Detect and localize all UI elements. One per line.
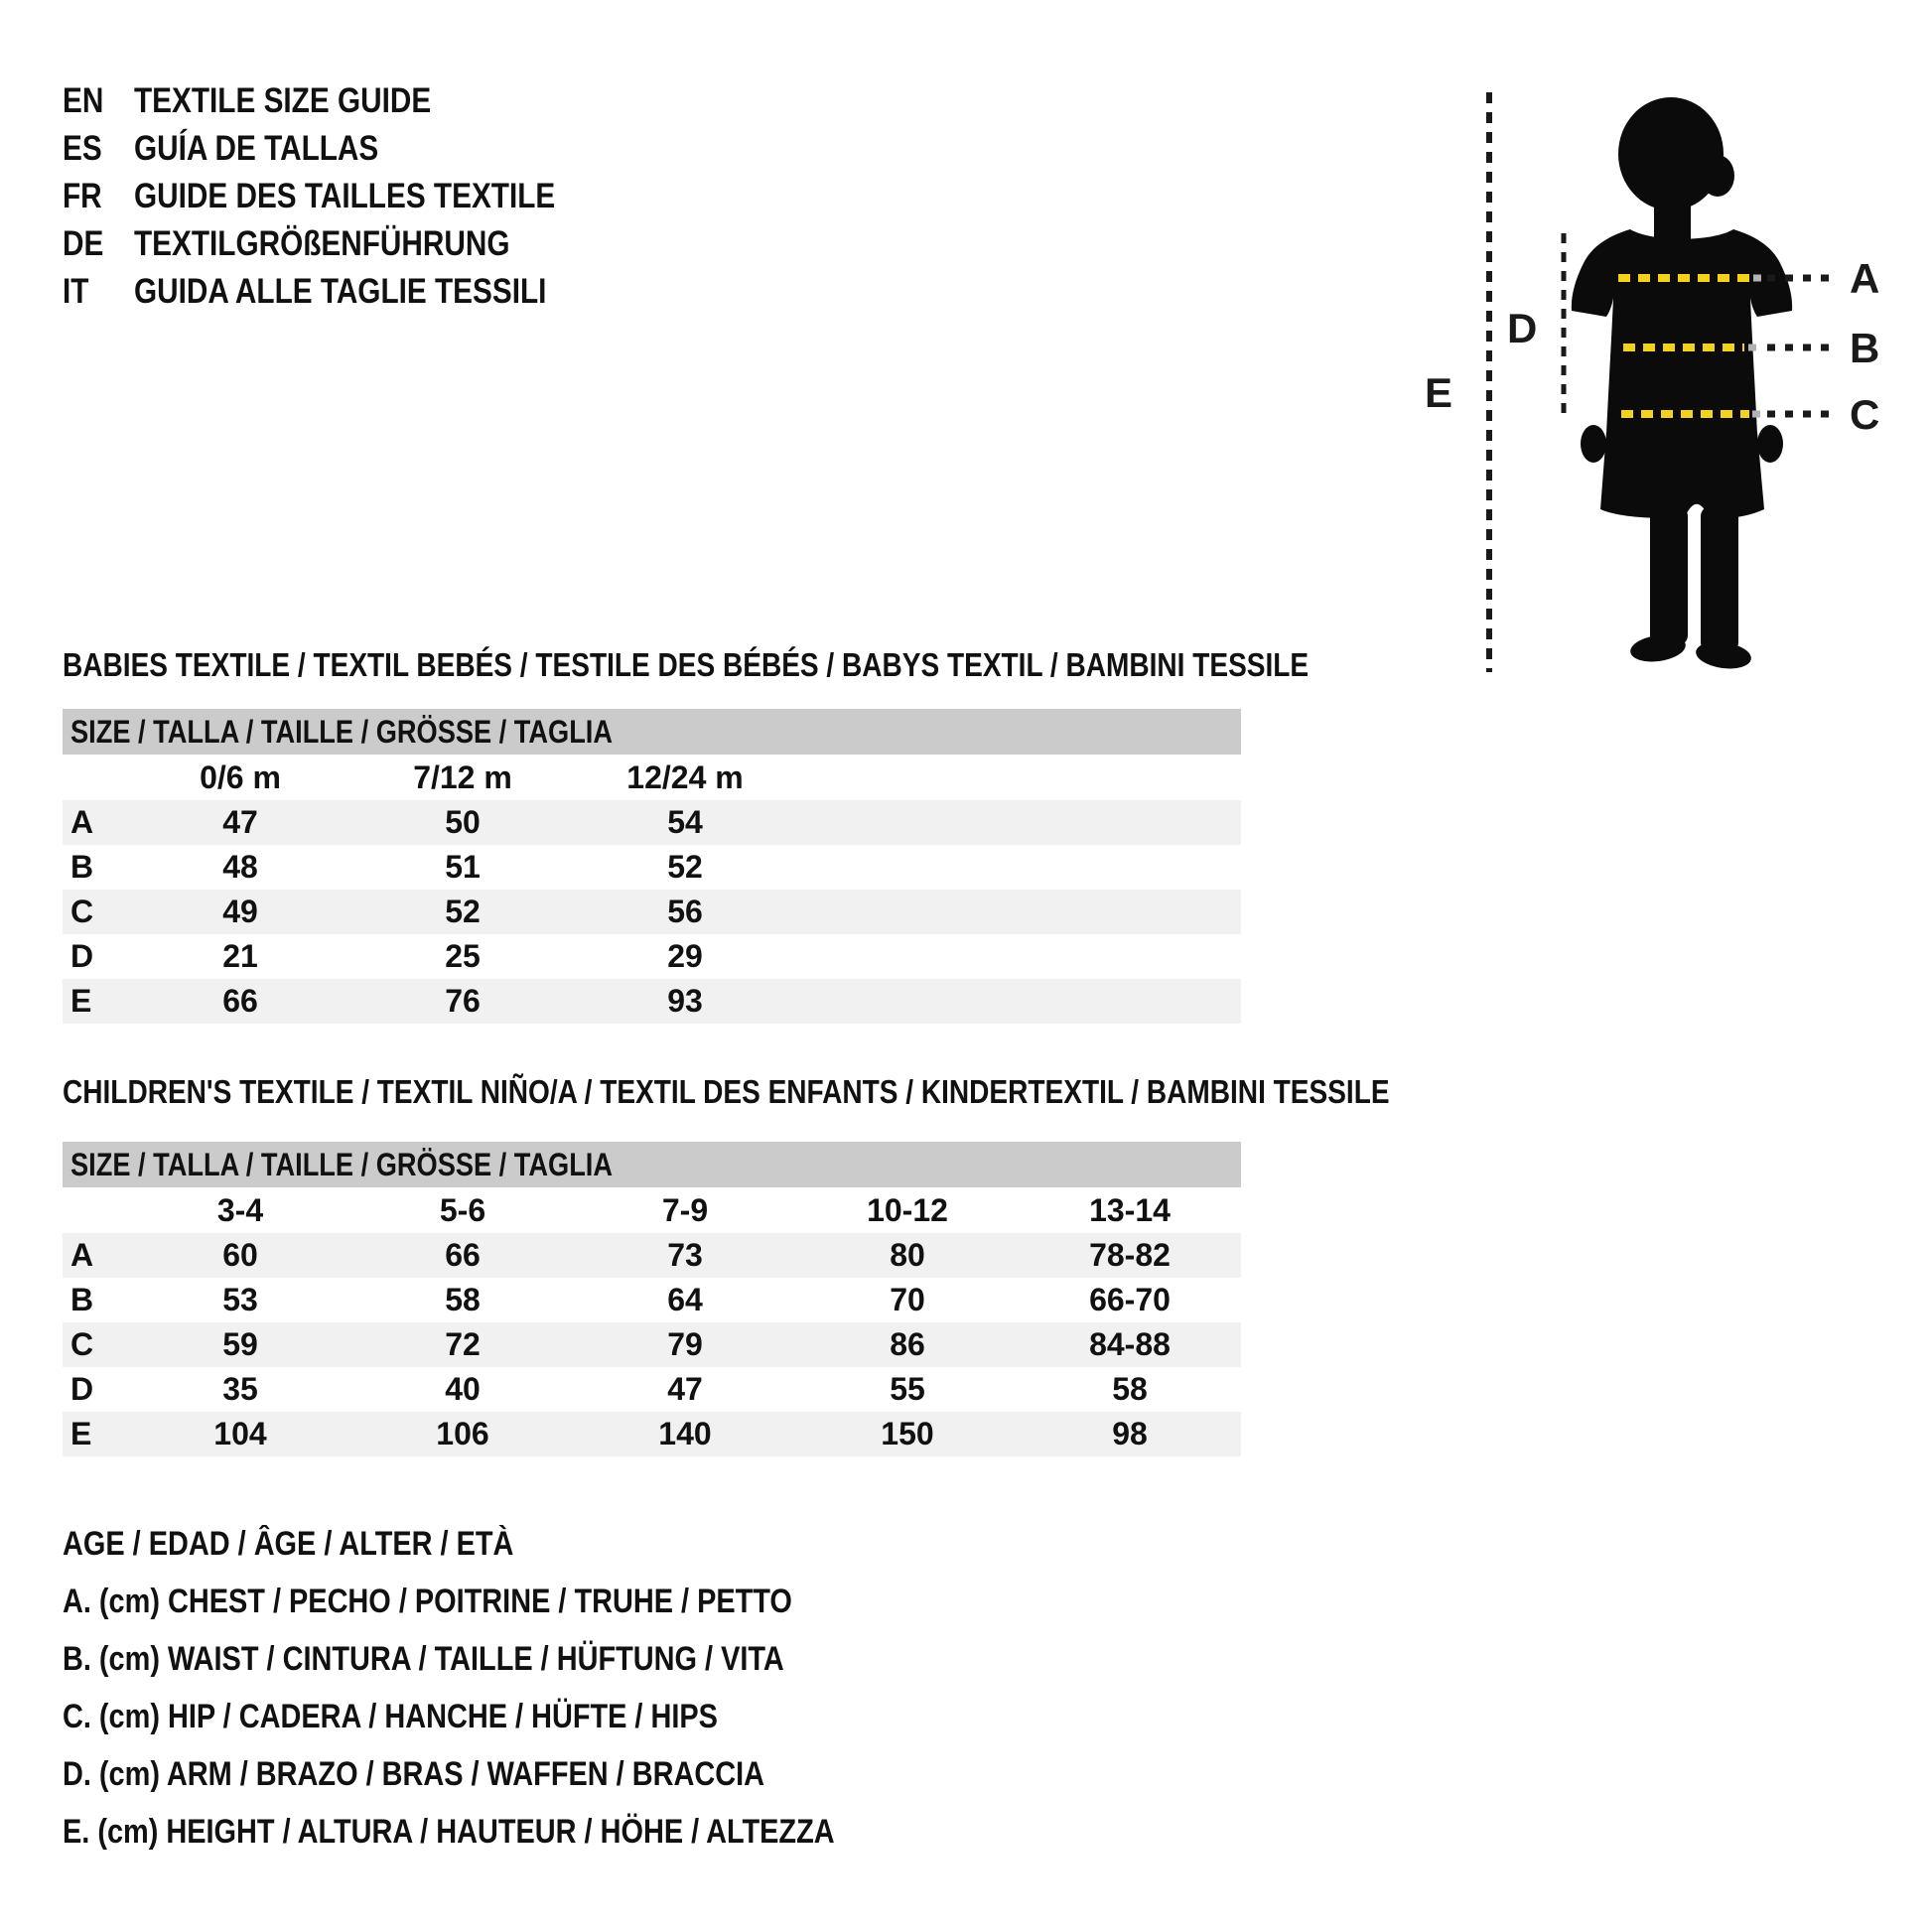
cell: 49 xyxy=(222,894,258,929)
cell: 50 xyxy=(445,804,481,840)
language-row xyxy=(63,77,629,125)
cell: 84-88 xyxy=(1089,1326,1171,1362)
cell: 66 xyxy=(222,983,258,1019)
row-label: D xyxy=(70,938,94,974)
cell: 66 xyxy=(445,1237,481,1273)
legend-line-arm: D. (cm) ARM / BRAZO / BRAS / WAFFEN / BRACCIA xyxy=(63,1755,764,1793)
language-code: FR xyxy=(63,177,102,215)
cell: 40 xyxy=(445,1371,481,1407)
legend-line-age: AGE / EDAD / ÂGE / ALTER / ETÀ xyxy=(63,1525,514,1563)
children-size-header-bar: SIZE / TALLA / TAILLE / GRÖSSE / TAGLIA xyxy=(63,1142,1241,1187)
table-row xyxy=(63,1412,1241,1456)
column-header: 3-4 xyxy=(216,1192,264,1228)
table-row xyxy=(63,890,1241,934)
row-label: C xyxy=(70,894,94,929)
cell: 140 xyxy=(658,1416,712,1451)
row-label: E xyxy=(70,1416,92,1451)
cell: 104 xyxy=(213,1416,267,1451)
column-header: 0/6 m xyxy=(200,759,281,795)
row-label: C xyxy=(70,1326,94,1362)
language-code: DE xyxy=(63,224,104,263)
cell: 58 xyxy=(1112,1371,1148,1407)
language-row xyxy=(63,173,629,220)
row-label: D xyxy=(70,1371,94,1407)
cell: 52 xyxy=(445,894,481,929)
cell: 53 xyxy=(222,1282,258,1317)
cell: 98 xyxy=(1112,1416,1148,1451)
language-title: TEXTILGRÖßENFÜHRUNG xyxy=(134,224,510,263)
column-header: 13-14 xyxy=(1089,1192,1171,1228)
cell: 55 xyxy=(890,1371,925,1407)
language-row xyxy=(63,125,629,173)
row-label: A xyxy=(70,804,94,840)
children-section-heading: CHILDREN'S TEXTILE / TEXTIL NIÑO/A / TEXTIL DES ENFANTS / KINDERTEXTIL / BAMBINI TESSILE xyxy=(63,1073,1390,1110)
children-column-header-row xyxy=(63,1187,1241,1233)
column-header: 7-9 xyxy=(661,1192,709,1228)
cell: 76 xyxy=(445,983,481,1019)
babies-size-table xyxy=(63,709,1241,1024)
row-label: E xyxy=(70,983,92,1019)
legend-line-height: E. (cm) HEIGHT / ALTURA / HAUTEUR / HÖHE / ALTEZZA xyxy=(63,1813,835,1851)
language-title: GUIDA ALLE TAGLIE TESSILI xyxy=(134,272,547,311)
cell: 79 xyxy=(667,1326,703,1362)
legend-line-hip: C. (cm) HIP / CADERA / HANCHE / HÜFTE / HIPS xyxy=(63,1698,718,1735)
cell: 56 xyxy=(667,894,703,929)
row-label: A xyxy=(70,1237,94,1273)
language-code: IT xyxy=(63,272,89,311)
table-row xyxy=(63,1322,1241,1367)
cell: 58 xyxy=(445,1282,481,1317)
table-row xyxy=(63,979,1241,1024)
table-row xyxy=(63,1278,1241,1322)
cell: 47 xyxy=(667,1371,703,1407)
table-row xyxy=(63,845,1241,890)
measure-label-e: E xyxy=(1425,369,1453,416)
cell: 93 xyxy=(667,983,703,1019)
cell: 48 xyxy=(222,849,258,885)
measurement-figure xyxy=(1370,84,1932,680)
language-title: GUÍA DE TALLAS xyxy=(134,129,379,168)
babies-section-heading: BABIES TEXTILE / TEXTIL BEBÉS / TESTILE DES BÉBÉS / BABYS TEXTIL / BAMBINI TESSILE xyxy=(63,646,1310,683)
child-silhouette xyxy=(1572,97,1792,672)
babies-column-header-row xyxy=(63,755,1241,800)
column-header: 10-12 xyxy=(867,1192,948,1228)
language-code: EN xyxy=(63,81,104,120)
legend-line-chest: A. (cm) CHEST / PECHO / POITRINE / TRUHE / PETTO xyxy=(63,1583,792,1620)
cell: 52 xyxy=(667,849,703,885)
cell: 59 xyxy=(222,1326,258,1362)
cell: 80 xyxy=(890,1237,925,1273)
column-header: 5-6 xyxy=(439,1192,486,1228)
children-size-table xyxy=(63,1142,1241,1456)
measurement-legend xyxy=(63,1515,971,1861)
table-row xyxy=(63,1367,1241,1412)
measure-label-d: D xyxy=(1507,305,1538,351)
language-title: TEXTILE SIZE GUIDE xyxy=(134,81,432,120)
cell: 66-70 xyxy=(1089,1282,1171,1317)
cell: 73 xyxy=(667,1237,703,1273)
cell: 72 xyxy=(445,1326,481,1362)
legend-line-waist: B. (cm) WAIST / CINTURA / TAILLE / HÜFTUNG / VITA xyxy=(63,1640,784,1678)
language-row xyxy=(63,268,629,316)
cell: 106 xyxy=(436,1416,489,1451)
cell: 78-82 xyxy=(1089,1237,1171,1273)
row-label: B xyxy=(70,849,94,885)
cell: 60 xyxy=(222,1237,258,1273)
table-row xyxy=(63,1233,1241,1278)
table-row xyxy=(63,934,1241,979)
column-header: 7/12 m xyxy=(413,759,512,795)
measure-label-a: A xyxy=(1850,255,1880,302)
cell: 51 xyxy=(445,849,481,885)
column-header: 12/24 m xyxy=(626,759,744,795)
language-row xyxy=(63,220,629,268)
language-code: ES xyxy=(63,129,102,168)
cell: 21 xyxy=(222,938,258,974)
cell: 64 xyxy=(667,1282,703,1317)
cell: 29 xyxy=(667,938,703,974)
babies-size-header-bar: SIZE / TALLA / TAILLE / GRÖSSE / TAGLIA xyxy=(63,709,1241,755)
measure-label-c: C xyxy=(1850,391,1880,438)
table-row xyxy=(63,800,1241,845)
cell: 150 xyxy=(881,1416,934,1451)
language-title: GUIDE DES TAILLES TEXTILE xyxy=(134,177,556,215)
language-title-list xyxy=(63,77,629,316)
cell: 25 xyxy=(445,938,481,974)
cell: 35 xyxy=(222,1371,258,1407)
cell: 47 xyxy=(222,804,258,840)
cell: 54 xyxy=(667,804,703,840)
cell: 86 xyxy=(890,1326,925,1362)
measure-label-b: B xyxy=(1850,325,1880,371)
row-label: B xyxy=(70,1282,94,1317)
cell: 70 xyxy=(890,1282,925,1317)
